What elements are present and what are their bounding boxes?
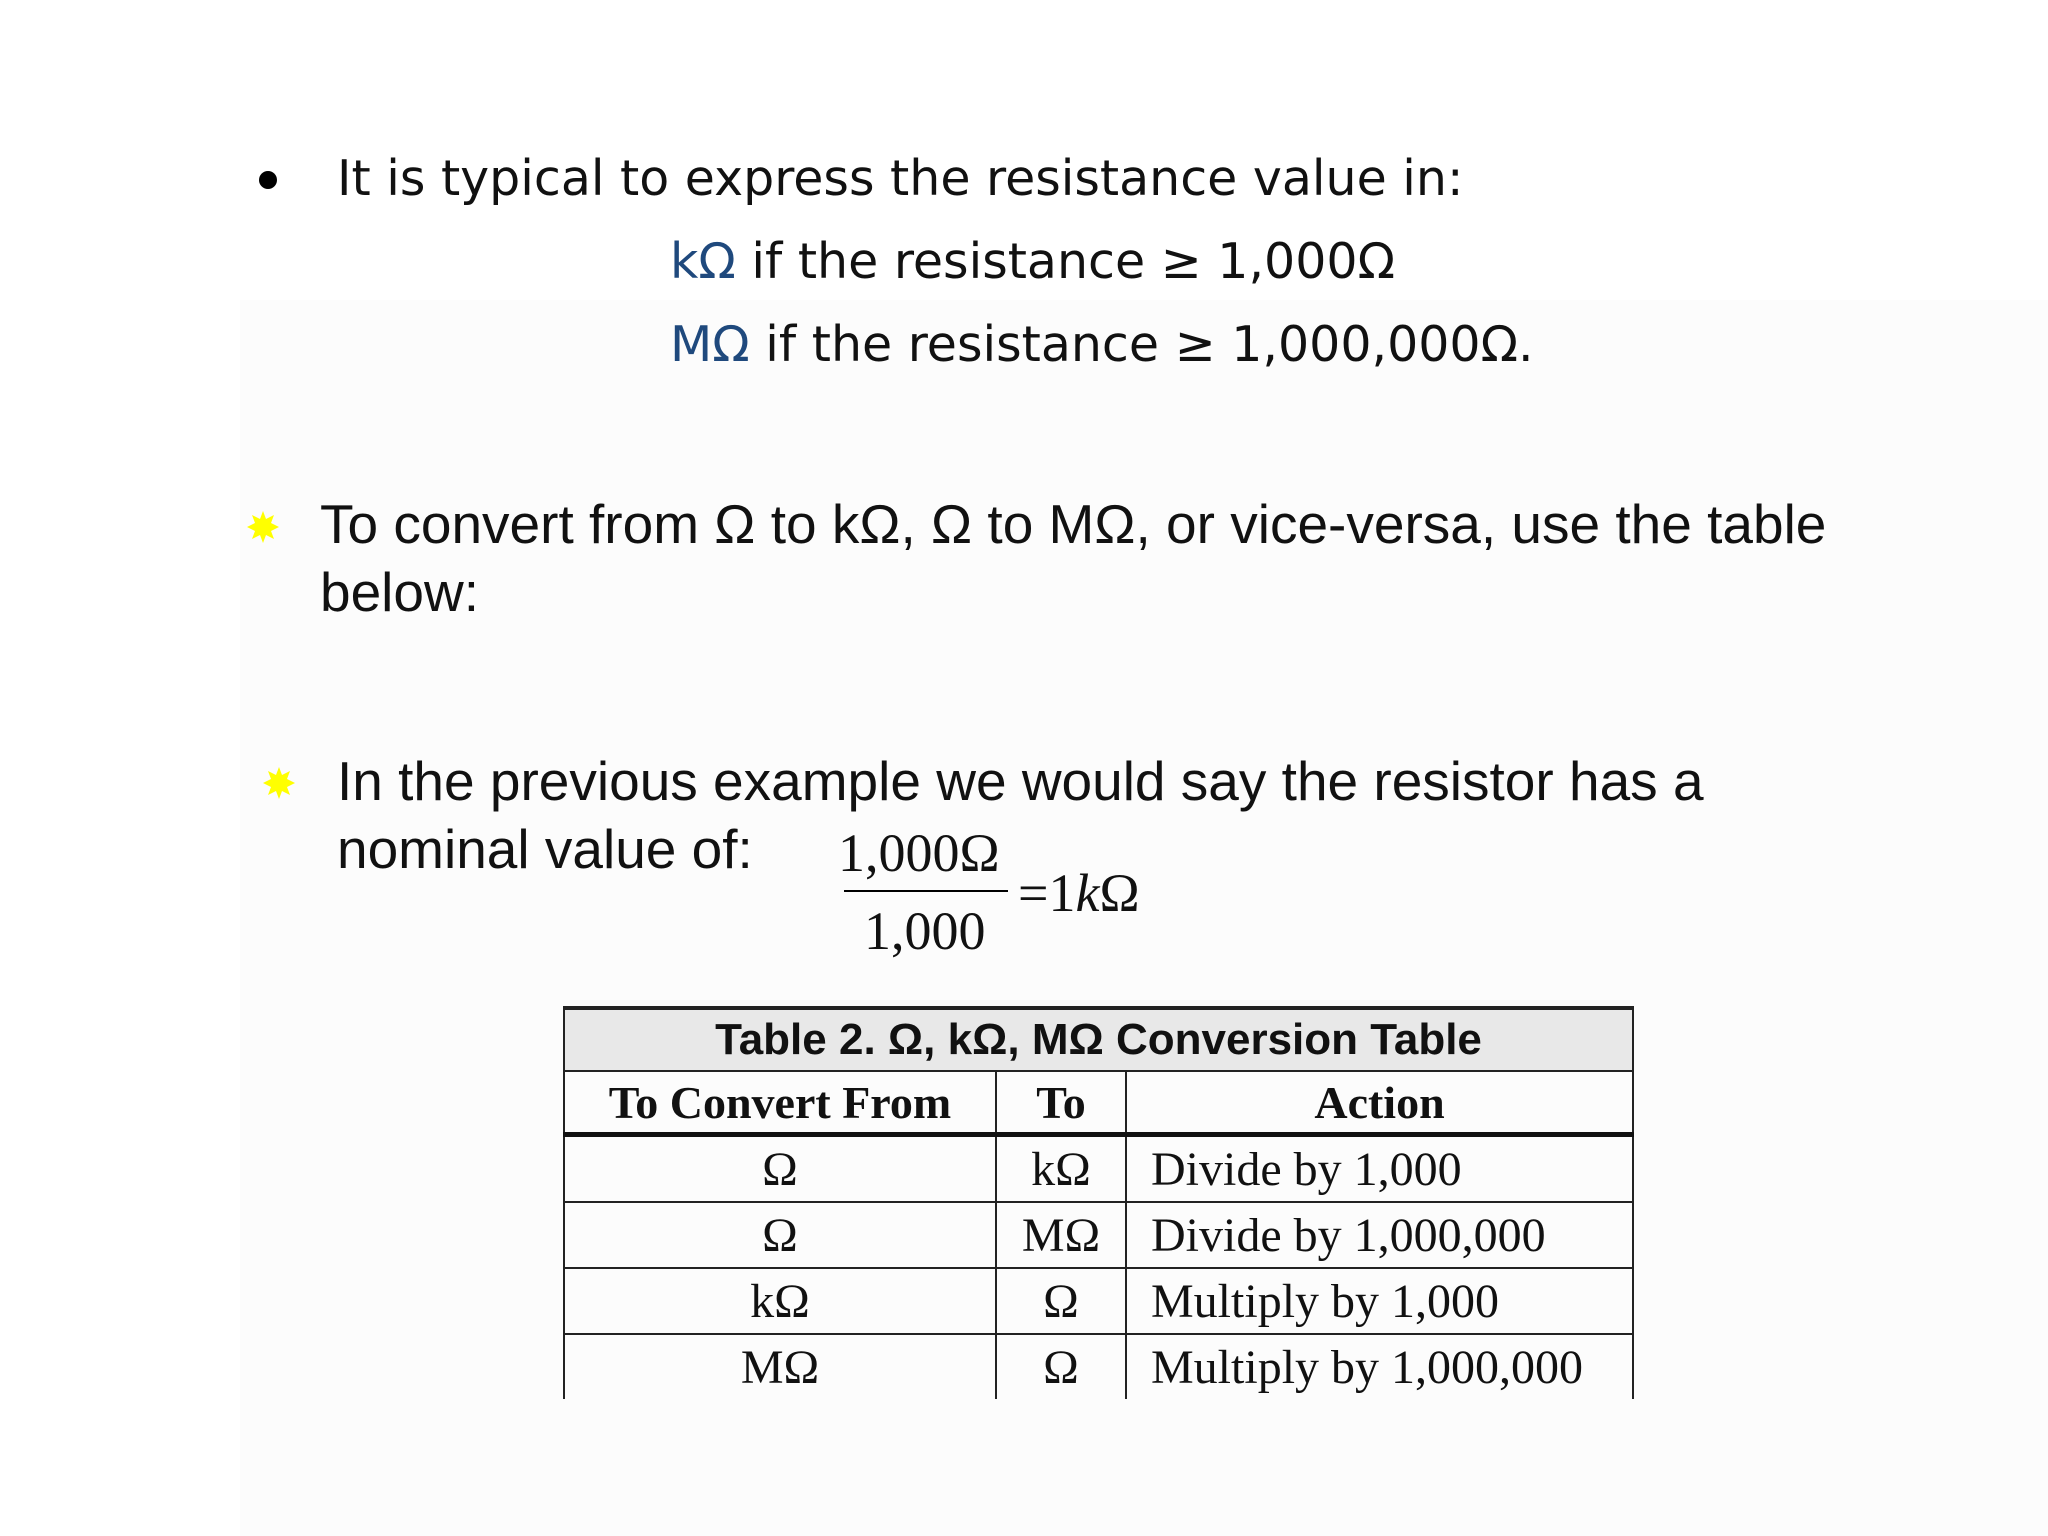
table-header-row — [564, 1071, 1633, 1135]
condition-text: if the resistance ≥ 1,000Ω — [735, 233, 1396, 290]
cell-from: Ω — [564, 1135, 996, 1203]
table-row — [564, 1334, 1633, 1399]
header-action: Action — [1126, 1071, 1633, 1135]
bullet-dot — [259, 171, 277, 189]
cell-action: Multiply by 1,000 — [1126, 1268, 1633, 1334]
bullet3-text: In the previous example we would say the resistor has a nominal value of: — [337, 750, 1704, 880]
cell-from: kΩ — [564, 1268, 996, 1334]
result-value: 1 — [1048, 863, 1076, 923]
cell-from: MΩ — [564, 1334, 996, 1399]
table-row — [564, 1135, 1633, 1203]
cell-from: Ω — [564, 1202, 996, 1268]
unit-label: kΩ — [670, 233, 736, 290]
result-omega: Ω — [1099, 863, 1140, 923]
cell-action: Divide by 1,000,000 — [1126, 1202, 1633, 1268]
unit-label: MΩ — [670, 316, 750, 373]
conversion-table — [563, 1006, 1634, 1399]
fraction-numerator: 1,000Ω — [838, 823, 1000, 883]
cell-to: MΩ — [996, 1202, 1126, 1268]
table-row — [564, 1268, 1633, 1334]
cell-action: Divide by 1,000 — [1126, 1135, 1633, 1203]
condition-mohm — [670, 316, 1534, 373]
table-row — [564, 1202, 1633, 1268]
condition-kohm — [670, 233, 1395, 290]
table-title: Table 2. Ω, kΩ, MΩ Conversion Table — [564, 1008, 1633, 1071]
cell-to: Ω — [996, 1268, 1126, 1334]
header-convert-from: To Convert From — [564, 1071, 996, 1135]
cell-action: Multiply by 1,000,000 — [1126, 1334, 1633, 1399]
star-bullet-icon — [246, 510, 280, 544]
header-to: To — [996, 1071, 1126, 1135]
cell-to: kΩ — [996, 1135, 1126, 1203]
cell-to: Ω — [996, 1334, 1126, 1399]
result-unit: k — [1075, 863, 1100, 923]
equals-sign: = — [1018, 863, 1049, 923]
equation-result — [1018, 862, 1140, 924]
condition-text: if the resistance ≥ 1,000,000Ω. — [749, 316, 1534, 373]
bullet1-text: It is typical to express the resistance value in: — [337, 150, 1464, 207]
fraction-bar — [844, 890, 1008, 892]
star-bullet-icon — [262, 766, 296, 800]
fraction-denominator: 1,000 — [864, 901, 986, 961]
bullet2-text: To convert from Ω to kΩ, Ω to MΩ, or vice-versa, use the table below: — [320, 493, 1827, 623]
